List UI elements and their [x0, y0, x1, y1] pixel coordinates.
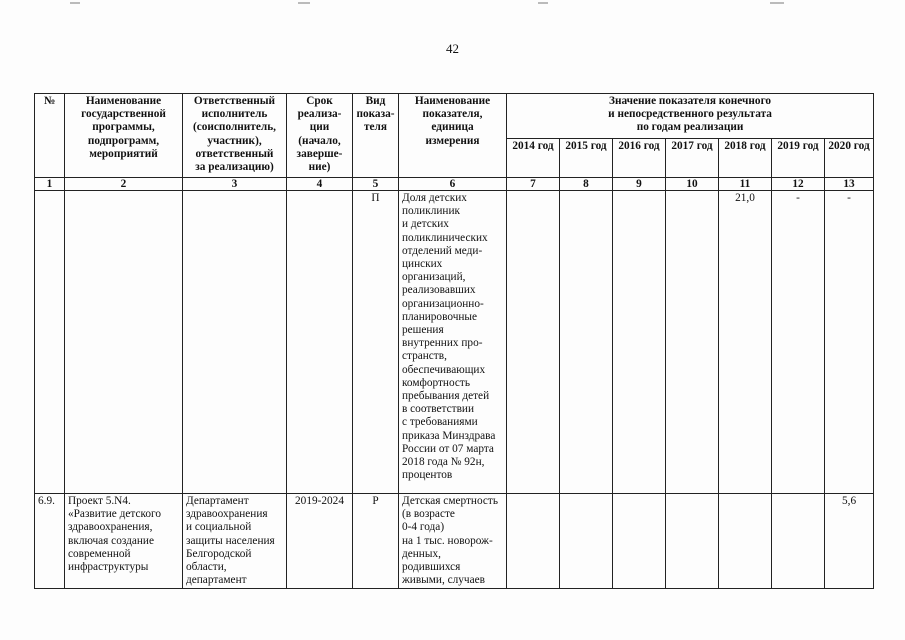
row-value-2017	[666, 494, 719, 589]
header-values-group: Значение показателя конечного и непосредственного результата по годам реализации	[507, 94, 874, 139]
row-num	[35, 191, 65, 494]
column-number: 11	[719, 178, 772, 191]
row-program	[65, 191, 183, 494]
row-value-2018	[719, 494, 772, 589]
column-number: 9	[613, 178, 666, 191]
header-year: 2015 год	[560, 139, 613, 178]
column-number: 3	[183, 178, 287, 191]
header-term: Срок реализа- ции (начало, заверше- ние)	[287, 94, 353, 178]
row-kind: Р	[353, 494, 399, 589]
table-row	[35, 494, 874, 589]
indicators-table	[34, 93, 874, 589]
scan-artifact	[298, 2, 310, 4]
row-value-2019	[772, 494, 825, 589]
header-indicator: Наименование показателя, единица измерения	[399, 94, 507, 178]
column-number: 2	[65, 178, 183, 191]
row-term	[287, 191, 353, 494]
header-year: 2016 год	[613, 139, 666, 178]
header-row	[35, 94, 874, 139]
row-program: Проект 5.N4. «Развитие детского здравоохранения, включая создание современной инфраструктуры	[65, 494, 183, 589]
column-number: 4	[287, 178, 353, 191]
column-number: 12	[772, 178, 825, 191]
row-value-2016	[613, 494, 666, 589]
header-num: №	[35, 94, 65, 178]
row-indicator: Доля детских поликлиник и детских поликлинических отделений меди- цинских организаций, реализовавших организационно- планировочные решения внутренних про- странств, обеспечивающих комфортность пребывания детей в соответствии с требованиями приказа Минздрава России от 07 марта 2018 года № 92н, процентов	[399, 191, 507, 494]
header-year: 2019 год	[772, 139, 825, 178]
row-term: 2019-2024	[287, 494, 353, 589]
row-kind: П	[353, 191, 399, 494]
header-program: Наименование государственной программы, подпрограмм, мероприятий	[65, 94, 183, 178]
row-value-2016	[613, 191, 666, 494]
row-value-2020: 5,6	[825, 494, 874, 589]
column-number: 5	[353, 178, 399, 191]
column-number: 1	[35, 178, 65, 191]
row-value-2018: 21,0	[719, 191, 772, 494]
row-executor: Департамент здравоохранения и социальной защиты населения Белгородской области, департамент	[183, 494, 287, 589]
row-value-2020: -	[825, 191, 874, 494]
scan-artifact	[538, 2, 548, 4]
row-num: 6.9.	[35, 494, 65, 589]
table-row	[35, 191, 874, 494]
page-number: 42	[446, 41, 459, 56]
column-number: 10	[666, 178, 719, 191]
row-value-2015	[560, 191, 613, 494]
column-number: 8	[560, 178, 613, 191]
row-indicator: Детская смертность (в возрасте 0-4 года) на 1 тыс. новорож- денных, родившихся живыми, случаев	[399, 494, 507, 589]
header-year: 2017 год	[666, 139, 719, 178]
header-year: 2014 год	[507, 139, 560, 178]
header-year: 2018 год	[719, 139, 772, 178]
header-executor: Ответственный исполнитель (соисполнитель, участник), ответственный за реализацию)	[183, 94, 287, 178]
column-number-row	[35, 178, 874, 191]
row-value-2015	[560, 494, 613, 589]
row-executor	[183, 191, 287, 494]
scan-artifact	[770, 2, 784, 4]
row-value-2014	[507, 191, 560, 494]
row-value-2014	[507, 494, 560, 589]
row-value-2019: -	[772, 191, 825, 494]
header-year: 2020 год	[825, 139, 874, 178]
scan-artifact	[70, 2, 80, 4]
header-kind: Вид показа- теля	[353, 94, 399, 178]
row-value-2017	[666, 191, 719, 494]
column-number: 6	[399, 178, 507, 191]
column-number: 7	[507, 178, 560, 191]
column-number: 13	[825, 178, 874, 191]
